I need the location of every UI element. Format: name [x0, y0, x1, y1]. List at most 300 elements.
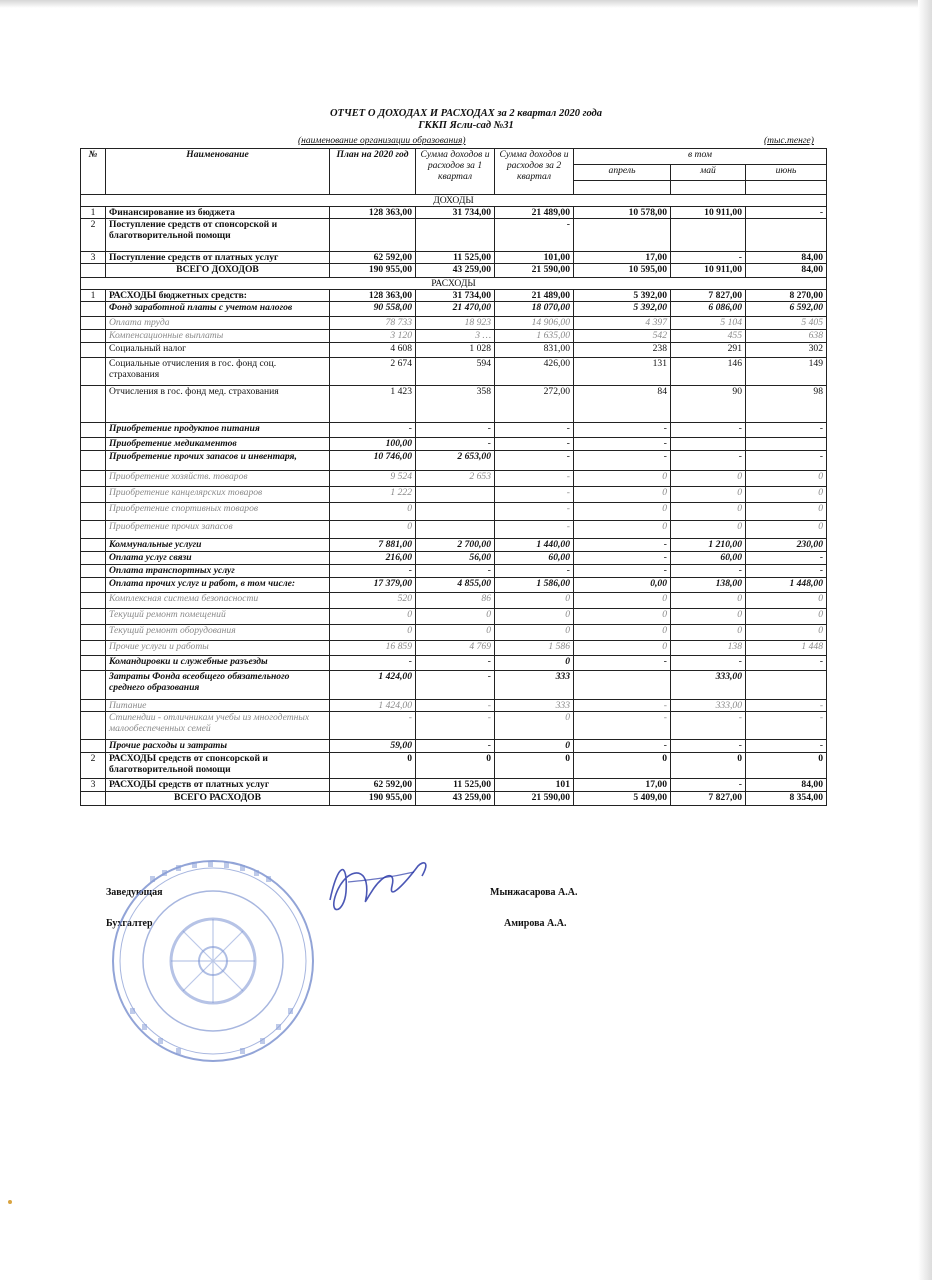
col-header-april: апрель — [574, 165, 671, 181]
cell-q1: 1 028 — [416, 343, 495, 358]
expense-row — [81, 290, 827, 302]
cell-q2: 0 — [495, 712, 574, 740]
cell-plan: 3 120 — [330, 330, 416, 343]
scan-speck — [8, 1200, 12, 1204]
cell-m2: 138,00 — [671, 578, 746, 593]
row-name: Оплата прочих услуг и работ, в том числе: — [106, 578, 330, 593]
row-name: Отчисления в гос. фонд мед. страхования — [106, 386, 330, 423]
income_total-row — [81, 264, 827, 278]
cell-m2: 0 — [671, 503, 746, 521]
total-label: ВСЕГО РАСХОДОВ — [106, 792, 330, 806]
cell-q1: 2 653 — [416, 471, 495, 487]
organization-note: (наименование организации образования) — [298, 136, 466, 146]
row-name: Питание — [106, 700, 330, 712]
col-header-may: май — [671, 165, 746, 181]
cell-m2 — [671, 219, 746, 252]
cell-q1: - — [416, 671, 495, 700]
cell-m2: 291 — [671, 343, 746, 358]
cell-q1: 0 — [416, 609, 495, 625]
row-name: Приобретение медикаментов — [106, 438, 330, 451]
expense-row — [81, 712, 827, 740]
scan-right-edge — [918, 0, 932, 1280]
cell-q2: 21 489,00 — [495, 290, 574, 302]
income-row — [81, 219, 827, 252]
row-number — [81, 625, 106, 641]
row-name: Поступление средств от спонсорской и благотворительной помощи — [106, 219, 330, 252]
cell-m3: 0 — [746, 609, 827, 625]
head-name: Мынжасарова А.А. — [490, 887, 578, 898]
row-number — [81, 609, 106, 625]
cell-q1: 2 653,00 — [416, 451, 495, 471]
cell-q2: 1 440,00 — [495, 539, 574, 552]
cell-m3 — [746, 671, 827, 700]
cell-m3: - — [746, 423, 827, 438]
row-name: Приобретение хозяйств. товаров — [106, 471, 330, 487]
cell-q2: - — [495, 503, 574, 521]
row-name: Оплата услуг связи — [106, 552, 330, 565]
row-name: РАСХОДЫ средств от платных услуг — [106, 779, 330, 792]
section-income: ДОХОДЫ — [81, 195, 827, 207]
expense-row — [81, 330, 827, 343]
row-number — [81, 792, 106, 806]
row-number: 1 — [81, 207, 106, 219]
handwritten-signature — [318, 852, 438, 922]
cell-m1: 0 — [574, 753, 671, 779]
row-number — [81, 578, 106, 593]
cell-plan: 78 733 — [330, 317, 416, 330]
expense-row — [81, 578, 827, 593]
cell-q2: 101 — [495, 779, 574, 792]
cell-m1: 84 — [574, 386, 671, 423]
expense-row — [81, 358, 827, 386]
cell-m1: 0 — [574, 593, 671, 609]
cell-m3: - — [746, 207, 827, 219]
cell-plan: 128 363,00 — [330, 290, 416, 302]
cell-m1: - — [574, 539, 671, 552]
cell-plan: 4 608 — [330, 343, 416, 358]
cell-m2: 0 — [671, 753, 746, 779]
cell-m2: 455 — [671, 330, 746, 343]
cell-m3: 0 — [746, 753, 827, 779]
expense-row — [81, 671, 827, 700]
cell-q2: 0 — [495, 740, 574, 753]
cell-m1: 0 — [574, 503, 671, 521]
cell-m3: 0 — [746, 625, 827, 641]
official-seal — [110, 858, 316, 1064]
row-number — [81, 330, 106, 343]
cell-q2: 272,00 — [495, 386, 574, 423]
total-plan: 190 955,00 — [330, 792, 416, 806]
cell-q2: - — [495, 471, 574, 487]
expense-row — [81, 343, 827, 358]
cell-q1 — [416, 219, 495, 252]
row-number — [81, 487, 106, 503]
cell-m1: - — [574, 552, 671, 565]
row-name: Приобретение спортивных товаров — [106, 503, 330, 521]
cell-plan: 0 — [330, 753, 416, 779]
row-number — [81, 438, 106, 451]
cell-m2: 5 104 — [671, 317, 746, 330]
row-name: Компенсационные выплаты — [106, 330, 330, 343]
income-row — [81, 207, 827, 219]
cell-q2: 426,00 — [495, 358, 574, 386]
cell-plan: - — [330, 565, 416, 578]
cell-m2: 333,00 — [671, 671, 746, 700]
cell-q1: - — [416, 565, 495, 578]
cell-m1: - — [574, 423, 671, 438]
cell-plan: 62 592,00 — [330, 252, 416, 264]
cell-q2: 14 906,00 — [495, 317, 574, 330]
row-name: Комплексная система безопасности — [106, 593, 330, 609]
cell-m1: 0 — [574, 471, 671, 487]
row-name: Текущий ремонт помещений — [106, 609, 330, 625]
expense-row — [81, 487, 827, 503]
cell-m1: 131 — [574, 358, 671, 386]
cell-m2: - — [671, 451, 746, 471]
expense-row — [81, 656, 827, 671]
row-number — [81, 358, 106, 386]
cell-m3: - — [746, 656, 827, 671]
row-number — [81, 593, 106, 609]
col-header-q2: Сумма доходов и расходов за 2 квартал — [495, 149, 574, 195]
cell-m1: - — [574, 565, 671, 578]
row-number — [81, 740, 106, 753]
expense-row — [81, 593, 827, 609]
cell-q1: 4 855,00 — [416, 578, 495, 593]
cell-m2: - — [671, 779, 746, 792]
row-name: Приобретение канцелярских товаров — [106, 487, 330, 503]
row-number — [81, 302, 106, 317]
cell-q1: 11 525,00 — [416, 252, 495, 264]
row-name: РАСХОДЫ бюджетных средств: — [106, 290, 330, 302]
col-header-group: в том — [574, 149, 827, 165]
cell-plan: - — [330, 712, 416, 740]
cell-m3: 5 405 — [746, 317, 827, 330]
cell-plan — [330, 219, 416, 252]
cell-plan: 128 363,00 — [330, 207, 416, 219]
cell-plan: 0 — [330, 503, 416, 521]
cell-plan: 1 424,00 — [330, 700, 416, 712]
row-name: Текущий ремонт оборудования — [106, 625, 330, 641]
accountant-role: Бухгалтер — [106, 918, 153, 929]
cell-m3: 8 270,00 — [746, 290, 827, 302]
cell-q2: 0 — [495, 593, 574, 609]
expense-row — [81, 625, 827, 641]
cell-m2: 0 — [671, 625, 746, 641]
row-number: 2 — [81, 753, 106, 779]
cell-m2: 146 — [671, 358, 746, 386]
cell-q1: 56,00 — [416, 552, 495, 565]
cell-m1: - — [574, 740, 671, 753]
organization-name: ГККП Ясли-сад №31 — [418, 120, 514, 131]
row-number — [81, 317, 106, 330]
row-number — [81, 451, 106, 471]
cell-m2: 333,00 — [671, 700, 746, 712]
cell-q1: - — [416, 740, 495, 753]
row-name: РАСХОДЫ средств от спонсорской и благотворительной помощи — [106, 753, 330, 779]
cell-m1: - — [574, 451, 671, 471]
cell-m3: 1 448,00 — [746, 578, 827, 593]
cell-m2: - — [671, 565, 746, 578]
cell-plan: 90 558,00 — [330, 302, 416, 317]
row-name: Командировки и служебные разъезды — [106, 656, 330, 671]
total-m1: 10 595,00 — [574, 264, 671, 278]
total-q1: 43 259,00 — [416, 792, 495, 806]
cell-q2: 21 489,00 — [495, 207, 574, 219]
cell-q1: 3 … — [416, 330, 495, 343]
cell-m3: 84,00 — [746, 252, 827, 264]
cell-m2: - — [671, 740, 746, 753]
cell-q2: 831,00 — [495, 343, 574, 358]
cell-plan: 0 — [330, 609, 416, 625]
cell-m1: 17,00 — [574, 252, 671, 264]
row-name: Оплата труда — [106, 317, 330, 330]
row-number — [81, 264, 106, 278]
cell-m3: 1 448 — [746, 641, 827, 656]
cell-m3 — [746, 438, 827, 451]
cell-m3: 0 — [746, 593, 827, 609]
cell-q1: 358 — [416, 386, 495, 423]
row-number — [81, 386, 106, 423]
cell-q2: 60,00 — [495, 552, 574, 565]
row-number — [81, 343, 106, 358]
row-name: Приобретение продуктов питания — [106, 423, 330, 438]
row-number — [81, 712, 106, 740]
col-header-no: № — [81, 149, 106, 195]
cell-q1: 31 734,00 — [416, 290, 495, 302]
expense-row — [81, 423, 827, 438]
row-number — [81, 565, 106, 578]
cell-q2: 1 586,00 — [495, 578, 574, 593]
cell-m1: - — [574, 656, 671, 671]
cell-m3: 638 — [746, 330, 827, 343]
row-number — [81, 521, 106, 539]
cell-q2: 18 070,00 — [495, 302, 574, 317]
cell-q2: 333 — [495, 700, 574, 712]
cell-m3: 6 592,00 — [746, 302, 827, 317]
row-number — [81, 552, 106, 565]
row-name: Прочие услуги и работы — [106, 641, 330, 656]
cell-q2: - — [495, 423, 574, 438]
cell-m3: 0 — [746, 487, 827, 503]
cell-plan: 0 — [330, 521, 416, 539]
cell-m3: - — [746, 712, 827, 740]
cell-q2: - — [495, 565, 574, 578]
cell-m3: - — [746, 451, 827, 471]
cell-q2: 0 — [495, 609, 574, 625]
cell-q2: - — [495, 438, 574, 451]
row-number — [81, 641, 106, 656]
cell-q1: 31 734,00 — [416, 207, 495, 219]
cell-m1: - — [574, 438, 671, 451]
cell-m1: 0 — [574, 641, 671, 656]
cell-plan: 9 524 — [330, 471, 416, 487]
cell-m1 — [574, 671, 671, 700]
cell-m3: 98 — [746, 386, 827, 423]
total-label: ВСЕГО ДОХОДОВ — [106, 264, 330, 278]
cell-m2: 7 827,00 — [671, 290, 746, 302]
expense-row — [81, 302, 827, 317]
total-m2: 10 911,00 — [671, 264, 746, 278]
cell-plan: 59,00 — [330, 740, 416, 753]
cell-m1: 0,00 — [574, 578, 671, 593]
expense-row — [81, 438, 827, 451]
cell-m2: 0 — [671, 487, 746, 503]
cell-m1 — [574, 219, 671, 252]
col-header-name: Наименование — [106, 149, 330, 195]
cell-m2: - — [671, 712, 746, 740]
row-number: 3 — [81, 779, 106, 792]
row-number: 2 — [81, 219, 106, 252]
cell-m2: 0 — [671, 593, 746, 609]
cell-q1: - — [416, 423, 495, 438]
cell-q1: - — [416, 700, 495, 712]
cell-q1: - — [416, 438, 495, 451]
expense-row — [81, 386, 827, 423]
cell-m1: 4 397 — [574, 317, 671, 330]
total-plan: 190 955,00 — [330, 264, 416, 278]
cell-q1: 2 700,00 — [416, 539, 495, 552]
cell-m1: - — [574, 712, 671, 740]
units-note: (тыс.тенге) — [764, 136, 814, 146]
cell-m1: 10 578,00 — [574, 207, 671, 219]
income-row — [81, 252, 827, 264]
expense-row — [81, 609, 827, 625]
col-header-q1: Сумма доходов и расходов за 1 квартал — [416, 149, 495, 195]
cell-m1: - — [574, 700, 671, 712]
cell-q1: - — [416, 712, 495, 740]
accountant-name: Амирова А.А. — [504, 918, 567, 929]
cell-plan: - — [330, 423, 416, 438]
expense-row — [81, 740, 827, 753]
cell-m1: 5 392,00 — [574, 302, 671, 317]
row-name: Поступление средств от платных услуг — [106, 252, 330, 264]
cell-plan: 7 881,00 — [330, 539, 416, 552]
cell-m1: 17,00 — [574, 779, 671, 792]
cell-plan: 1 423 — [330, 386, 416, 423]
cell-q1: 86 — [416, 593, 495, 609]
cell-q2: 0 — [495, 656, 574, 671]
expense-row — [81, 539, 827, 552]
cell-m2: 6 086,00 — [671, 302, 746, 317]
cell-q1 — [416, 521, 495, 539]
row-number — [81, 539, 106, 552]
row-name: Приобретение прочих запасов — [106, 521, 330, 539]
cell-m1: 5 392,00 — [574, 290, 671, 302]
expense-row — [81, 700, 827, 712]
row-number — [81, 700, 106, 712]
cell-q1: - — [416, 656, 495, 671]
cell-plan: 1 424,00 — [330, 671, 416, 700]
cell-m2: 90 — [671, 386, 746, 423]
cell-m1: 0 — [574, 609, 671, 625]
cell-q2: 1 635,00 — [495, 330, 574, 343]
cell-m3: 0 — [746, 521, 827, 539]
cell-m2 — [671, 438, 746, 451]
report-title: ОТЧЕТ О ДОХОДАХ И РАСХОДАХ за 2 квартал 2020 года — [329, 108, 603, 119]
cell-q1: 11 525,00 — [416, 779, 495, 792]
total-q1: 43 259,00 — [416, 264, 495, 278]
expense-row — [81, 451, 827, 471]
expense_total-row — [81, 792, 827, 806]
cell-m1: 238 — [574, 343, 671, 358]
cell-q1: 0 — [416, 625, 495, 641]
cell-m2: 10 911,00 — [671, 207, 746, 219]
cell-q2: - — [495, 219, 574, 252]
cell-m2: 0 — [671, 471, 746, 487]
cell-m3: - — [746, 552, 827, 565]
cell-q2: 0 — [495, 625, 574, 641]
cell-q2: - — [495, 451, 574, 471]
cell-m2: 0 — [671, 609, 746, 625]
cell-plan: 520 — [330, 593, 416, 609]
row-name: Стипендии - отличникам учебы из многодетных малообеспеченных семей — [106, 712, 330, 740]
total-q2: 21 590,00 — [495, 264, 574, 278]
cell-m1: 0 — [574, 521, 671, 539]
cell-q1: 21 470,00 — [416, 302, 495, 317]
cell-plan: 16 859 — [330, 641, 416, 656]
expense-row — [81, 753, 827, 779]
total-q2: 21 590,00 — [495, 792, 574, 806]
cell-plan: 216,00 — [330, 552, 416, 565]
expense-row — [81, 471, 827, 487]
row-number — [81, 503, 106, 521]
cell-q2: 333 — [495, 671, 574, 700]
report-table — [80, 148, 827, 806]
cell-m2: 138 — [671, 641, 746, 656]
total-m1: 5 409,00 — [574, 792, 671, 806]
cell-m3: - — [746, 700, 827, 712]
expense-row — [81, 317, 827, 330]
expense-row — [81, 641, 827, 656]
cell-m3: 230,00 — [746, 539, 827, 552]
row-name: Приобретение прочих запасов и инвентаря, — [106, 451, 330, 471]
row-number — [81, 656, 106, 671]
cell-plan: 10 746,00 — [330, 451, 416, 471]
expense-row — [81, 503, 827, 521]
row-number — [81, 423, 106, 438]
cell-q1 — [416, 487, 495, 503]
cell-m3 — [746, 219, 827, 252]
head-role: Заведующая — [106, 887, 163, 898]
cell-q1 — [416, 503, 495, 521]
cell-m2: - — [671, 423, 746, 438]
cell-plan: 0 — [330, 625, 416, 641]
total-m3: 84,00 — [746, 264, 827, 278]
cell-m3: 149 — [746, 358, 827, 386]
row-name: Социальные отчисления в гос. фонд соц. страхования — [106, 358, 330, 386]
cell-m1: 542 — [574, 330, 671, 343]
expense-row — [81, 779, 827, 792]
cell-plan: 62 592,00 — [330, 779, 416, 792]
cell-plan: 2 674 — [330, 358, 416, 386]
total-m3: 8 354,00 — [746, 792, 827, 806]
cell-m2: - — [671, 252, 746, 264]
cell-q1: 4 769 — [416, 641, 495, 656]
cell-m3: 302 — [746, 343, 827, 358]
row-name: Прочие расходы и затраты — [106, 740, 330, 753]
expense-row — [81, 552, 827, 565]
row-name: Финансирование из бюджета — [106, 207, 330, 219]
cell-plan: 100,00 — [330, 438, 416, 451]
cell-q2: 0 — [495, 753, 574, 779]
scan-top-edge — [0, 0, 932, 8]
row-name: Оплата транспортных услуг — [106, 565, 330, 578]
col-header-plan: План на 2020 год — [330, 149, 416, 195]
row-name: Социальный налог — [106, 343, 330, 358]
cell-q1: 18 923 — [416, 317, 495, 330]
cell-q2: 1 586 — [495, 641, 574, 656]
